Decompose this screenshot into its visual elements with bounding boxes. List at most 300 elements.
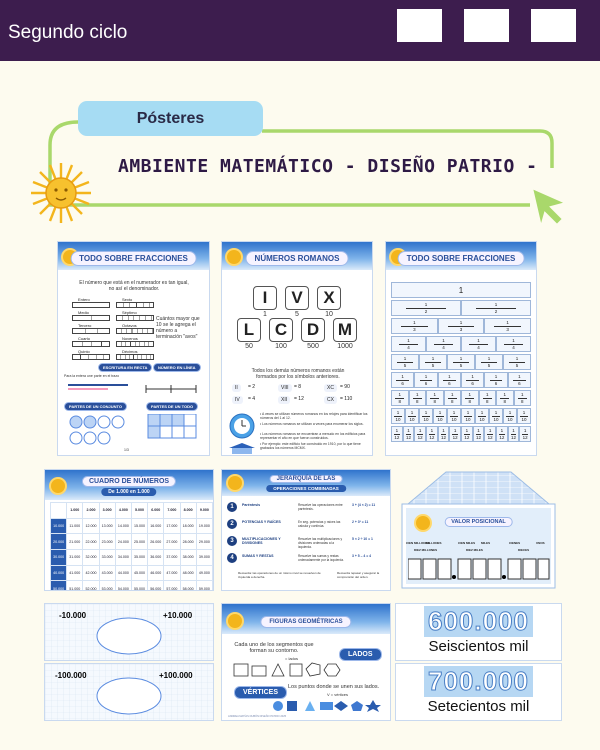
fraction-numerator: 1 [509, 356, 525, 363]
poster-700000[interactable] [396, 664, 561, 720]
table-cell: 9.000 [196, 503, 212, 519]
fraction-denominator: 3 [506, 327, 509, 332]
fraction-denominator: 10 [507, 417, 513, 422]
fraction-cell [503, 408, 517, 424]
place-value-label: MILES [481, 541, 491, 545]
fraction-cell [503, 354, 531, 370]
section-label: ESCRITURA EN RECTA [98, 363, 152, 372]
fraction-cell [461, 426, 473, 442]
table-cell: 3.000 [99, 503, 115, 519]
fraction-denominator: 8 [415, 399, 419, 404]
roman-example: = 8 [294, 384, 302, 390]
fraction-cell [496, 390, 514, 406]
fraction-denominator: 3 [413, 327, 416, 332]
table-cell: 29.000 [196, 534, 212, 550]
jerarquia-tip: Recuerda repasar y asegurar la comprensión del orden. [337, 571, 380, 579]
fraction-cell [473, 426, 485, 442]
table-cell: 45.000 [131, 565, 147, 581]
shapes-filled [272, 699, 387, 713]
step-name: SUMAS Y RESTAS [242, 554, 274, 558]
fraction-denominator: 6 [494, 381, 498, 386]
lados-text: Cada uno de los segmentos que forman su contorno. [234, 642, 314, 654]
fraction-numerator: 1 [401, 320, 428, 327]
fraction-denominator: 5 [403, 363, 407, 368]
fraction-denominator: 8 [520, 399, 524, 404]
fraction-numerator: 1 [430, 392, 439, 399]
table-header-row [51, 503, 213, 519]
fraction-denominator: 12 [475, 435, 481, 440]
fraction-word: Medio [78, 310, 89, 315]
table-row [51, 518, 213, 534]
fraction-numerator: 1 [443, 374, 456, 381]
table-cell: 0 [51, 503, 67, 519]
table-cell: 34.000 [115, 550, 131, 566]
fraction-word: Séptimo [122, 310, 137, 315]
table-row [51, 534, 213, 550]
table-cell: 44.000 [115, 565, 131, 581]
roman-letter: C [269, 318, 293, 342]
fraction-denominator: 12 [405, 435, 411, 440]
roman-letter: V [285, 286, 309, 310]
table-row [51, 581, 213, 590]
table-cell: 25.000 [131, 534, 147, 550]
table-cell: 59.000 [196, 581, 212, 590]
fraction-numerator: 1 [477, 428, 480, 433]
fraction-cell [409, 390, 427, 406]
sun-icon [228, 614, 242, 628]
table-cell: 50.000 [51, 581, 67, 590]
poster-fracciones-2[interactable] [386, 242, 536, 455]
table-cell: 49.000 [196, 565, 212, 581]
roman-example: II [232, 384, 241, 392]
fraction-denominator: 5 [515, 363, 519, 368]
fraction-numerator: 1 [466, 374, 479, 381]
fraction-numerator: 1 [453, 428, 457, 433]
roman-caption: Todos los demás números romanos están formados por los símbolos anteriores. [251, 368, 345, 380]
fraction-cell [496, 426, 508, 442]
fraction-denominator: 10 [451, 417, 457, 422]
fraction-numerator: 1 [448, 320, 475, 327]
roman-symbol [250, 286, 280, 318]
fraction-numerator: 1 [520, 410, 527, 417]
table-row [51, 565, 213, 581]
lados-label: LADOS [339, 648, 382, 661]
roman-value: 50 [245, 343, 253, 350]
table-cell: 43.000 [99, 565, 115, 581]
table-cell: 23.000 [99, 534, 115, 550]
table-cell: 1.000 [67, 503, 83, 519]
table-cell: 35.000 [131, 550, 147, 566]
fraction-cell [419, 408, 433, 424]
fraction-cell [489, 408, 503, 424]
place-value-label: CIENES [509, 541, 521, 545]
place-value-label: DIEZ MILES [466, 548, 483, 552]
building-icon [229, 443, 255, 455]
fraction-denominator: 12 [440, 435, 446, 440]
poster-subtitle: OPERACIONES COMBINADAS [266, 485, 346, 492]
poster-600000[interactable] [396, 604, 561, 660]
vertices-text: Los puntos donde se unen sus lados. [288, 684, 380, 690]
table-cell: 11.000 [67, 518, 83, 534]
fraction-denominator: 4 [407, 345, 410, 350]
roman-example: = 90 [340, 384, 350, 390]
poster-figuras-geometricas[interactable] [222, 604, 390, 720]
table-cell: 48.000 [180, 565, 196, 581]
fraction-denominator: 10 [409, 417, 415, 422]
table-cell: 22.000 [83, 534, 99, 550]
roman-rule: • Los números romanos se encuentran a menudo en los edificios para representar el año en que fueron construidos. [260, 432, 366, 440]
section-label: PARTES DE UN TODO [146, 402, 198, 411]
place-value-label: UNOS [536, 541, 545, 545]
fraction-cell [461, 372, 484, 388]
roman-example: = 4 [248, 396, 256, 402]
fraction-cell [405, 408, 419, 424]
cursor-icon [532, 188, 566, 227]
table-cell: 38.000 [180, 550, 196, 566]
lados-note: = lados [285, 656, 299, 661]
fraction-cell [519, 426, 531, 442]
roman-symbol [298, 318, 328, 350]
fraction-numerator: 1 [483, 392, 492, 399]
roman-letter: X [317, 286, 341, 310]
roman-example: IV [232, 396, 243, 404]
poster-title: TODO SOBRE FRACCIONES [70, 251, 197, 266]
fraction-denominator: 4 [477, 345, 480, 350]
clock-icon [228, 412, 256, 440]
fraction-cell [391, 408, 405, 424]
fraction-cell [426, 390, 444, 406]
fraction-denominator: 12 [417, 435, 423, 440]
fraction-denominator: 2 [494, 309, 498, 314]
range-left: -100.000 [55, 671, 87, 680]
table-cell: 42.000 [83, 565, 99, 581]
fraction-denominator: 12 [429, 435, 435, 440]
fraction-cell [391, 390, 409, 406]
fraction-cell [403, 426, 415, 442]
table-cell: 12.000 [83, 518, 99, 534]
poster-title: NÚMEROS ROMANOS [246, 251, 349, 266]
table-cell: 40.000 [51, 565, 67, 581]
place-value-label: MILLONES [426, 541, 442, 545]
fraction-word: Entero [78, 297, 90, 302]
table-cell: 31.000 [67, 550, 83, 566]
roman-example: = 12 [294, 396, 304, 402]
fraction-numerator: 1 [469, 338, 489, 345]
fraction-cell [391, 300, 461, 316]
fraction-cell [461, 336, 496, 352]
roman-example: = 110 [340, 396, 353, 402]
sun-icon [228, 476, 242, 490]
fraction-denominator: 10 [493, 417, 499, 422]
table-row [51, 550, 213, 566]
roman-letter: M [333, 318, 357, 342]
place-value-boxes [408, 557, 550, 583]
fraction-cell [475, 408, 489, 424]
fraction-cell [461, 390, 479, 406]
sun-icon [227, 250, 241, 264]
range-right: +100.000 [159, 671, 193, 680]
fraction-denominator: 8 [398, 399, 401, 404]
poster-title: TODO SOBRE FRACCIONES [398, 251, 525, 266]
table-cell: 7.000 [164, 503, 180, 519]
poster-jerarquia[interactable] [222, 470, 390, 590]
table-cell: 18.000 [180, 518, 196, 534]
fraction-shapes [64, 414, 204, 448]
fraction-denominator: 6 [448, 381, 451, 386]
roman-letter: D [301, 318, 325, 342]
step-name: Paréntesis [242, 503, 261, 507]
number-line [66, 379, 201, 399]
fraction-numerator: 1 [494, 320, 521, 327]
roman-example: CX [324, 396, 337, 404]
number-600000: 600.000 [424, 606, 533, 637]
fraction-numerator: 1 [394, 410, 401, 417]
fraction-cell [484, 318, 531, 334]
roman-value: 1 [263, 311, 267, 318]
table-cell: 58.000 [180, 581, 196, 590]
place-value-label: CIEN MILLONES [406, 541, 430, 545]
fraction-numerator: 1 [406, 302, 447, 309]
word-600000: Seiscientos mil [428, 638, 529, 655]
fraction-numerator: 1 [490, 374, 503, 381]
fraction-denominator: 5 [431, 363, 435, 368]
section-label: NÚMERO EN LÍNEA [153, 363, 201, 372]
step-example: 3 + 5 – 4 = 4 [352, 554, 372, 558]
fraction-word: Quinto [78, 349, 90, 354]
step-description: Resuelve las multiplicaciones y divisiones ordenadas a la izquierda. [298, 537, 343, 549]
table-cell: 8.000 [180, 503, 196, 519]
roman-example: VIII [278, 384, 292, 392]
table-cell: 19.000 [196, 518, 212, 534]
table-cell: 2.000 [83, 503, 99, 519]
jerarquia-note: Recuerda: las operaciones de un mismo nivel se resuelven de izquierda a derecha. [238, 571, 321, 579]
roman-value: 100 [275, 343, 287, 350]
poster-title: JERARQUÍA DE LAS [270, 475, 343, 483]
fraction-cell [391, 426, 403, 442]
fraction-numerator: 1 [465, 392, 474, 399]
fraction-cell [517, 408, 531, 424]
fraction-numerator: 1 [478, 410, 485, 417]
roman-value: 10 [325, 311, 333, 318]
poster-title: VALOR POSICIONAL [444, 517, 513, 527]
table-cell: 32.000 [83, 550, 99, 566]
fraction-bar [116, 341, 154, 347]
table-cell: 39.000 [196, 550, 212, 566]
fraction-cell [419, 354, 447, 370]
fraction-numerator: 1 [453, 356, 469, 363]
fraction-cell [433, 408, 447, 424]
poster-title: CUADRO DE NÚMEROS [82, 476, 176, 487]
fraction-numerator: 1 [418, 428, 422, 433]
table-cell: 27.000 [164, 534, 180, 550]
fraction-numerator: 1 [464, 410, 471, 417]
fraction-cell [426, 336, 461, 352]
vertices-note: V = vértices [327, 692, 349, 697]
fraction-numerator: 1 [492, 410, 499, 417]
poster-intro: El número que está en el numerador es tan igual, no así el denominador. [79, 280, 189, 292]
roman-rule: • Por ejemplo: este edificio fue construido en 1910, por lo que tiene grabados los números MCMX. [260, 442, 361, 450]
fraction-numerator: 1 [523, 428, 527, 433]
fraction-cell [449, 426, 461, 442]
number-700000: 700.000 [424, 666, 533, 697]
line-text: Para la entera une parte en el trazo [64, 374, 120, 378]
table-cell: 56.000 [148, 581, 164, 590]
roman-value: 1000 [337, 343, 353, 350]
sun-icon [30, 162, 92, 224]
place-value-label: CIEN MILES [458, 541, 476, 545]
fraction-bar [116, 328, 154, 334]
poster-fracciones-1[interactable] [58, 242, 209, 455]
fraction-numerator: 1 [450, 410, 457, 417]
fraction-cell [414, 426, 426, 442]
fraction-numerator: 1 [395, 392, 404, 399]
table-cell: 16.000 [148, 518, 164, 534]
table-cell: 21.000 [67, 534, 83, 550]
table-cell: 14.000 [115, 518, 131, 534]
fraction-word: Tercero [78, 323, 92, 328]
roman-symbol [330, 318, 360, 350]
fraction-word: Décimos [122, 349, 138, 354]
sun-icon [416, 516, 430, 530]
fraction-denominator: 12 [487, 435, 493, 440]
roman-letter: L [237, 318, 261, 342]
fraction-denominator: 10 [479, 417, 485, 422]
table-cell: 57.000 [164, 581, 180, 590]
page-title: Segundo ciclo [8, 22, 128, 43]
fraction-denominator: 10 [423, 417, 429, 422]
fraction-numerator: 1 [430, 428, 434, 433]
roman-example: XC [324, 384, 337, 392]
fraction-denominator: 2 [424, 309, 428, 314]
fraction-denominator: 3 [459, 327, 463, 332]
poster-note: Cuántos mayor que 10 se le agrega el número a terminación "avos" [156, 316, 200, 340]
fraction-cell: 1 [391, 282, 531, 298]
poster-recta-100000[interactable] [45, 664, 213, 720]
table-cell: 33.000 [99, 550, 115, 566]
fraction-cell [496, 336, 531, 352]
fraction-cell [444, 390, 462, 406]
fraction-bar [72, 302, 110, 308]
fraction-numerator: 1 [420, 374, 433, 381]
fraction-cell [426, 426, 438, 442]
range-left: -10.000 [59, 611, 87, 620]
place-value-label: DIEZ MILLONES [414, 548, 438, 552]
fraction-bar [116, 315, 154, 321]
fraction-numerator: 1 [500, 428, 504, 433]
table-cell: 37.000 [164, 550, 180, 566]
fraction-cell [479, 390, 497, 406]
fraction-cell [461, 300, 531, 316]
fraction-numerator: 1 [434, 338, 454, 345]
fraction-numerator: 1 [399, 338, 419, 345]
poster-numeros-romanos[interactable] [222, 242, 372, 455]
fraction-numerator: 1 [422, 410, 429, 417]
fraction-bar [72, 341, 110, 347]
table-cell: 15.000 [131, 518, 147, 534]
roman-symbol [282, 286, 312, 318]
fraction-numerator: 1 [397, 356, 413, 363]
fraction-denominator: 6 [401, 381, 404, 386]
fraction-numerator: 1 [476, 302, 517, 309]
fraction-denominator: 6 [471, 381, 474, 386]
poster-valor-posicional[interactable] [396, 470, 561, 590]
table-cell: 41.000 [67, 565, 83, 581]
step-description: Resuelve las operaciones entre paréntesis. [298, 503, 343, 511]
table-cell: 26.000 [148, 534, 164, 550]
fraction-denominator: 4 [442, 345, 445, 350]
fraction-numerator: 1 [448, 392, 457, 399]
fraction-denominator: 12 [452, 435, 458, 440]
fraction-denominator: 5 [487, 363, 491, 368]
fraction-cell [391, 354, 419, 370]
fraction-cell [438, 318, 485, 334]
fraction-cell [461, 408, 475, 424]
step-description: En seg. potencias y raíces las calcula y continúa. [298, 520, 341, 528]
fraction-denominator: 8 [503, 399, 506, 404]
fraction-denominator: 10 [395, 417, 401, 422]
section-label: PARTES DE UN CONJUNTO [64, 402, 127, 411]
fraction-cell [414, 372, 437, 388]
table-cell: 28.000 [180, 534, 196, 550]
table-cell: 24.000 [115, 534, 131, 550]
step-number: 3 [227, 536, 237, 546]
fraction-numerator: 1 [396, 374, 409, 381]
fraction-denominator: 12 [510, 435, 516, 440]
fraction-numerator: 1 [408, 410, 415, 417]
range-right: +10.000 [163, 611, 193, 620]
fraction-cell [438, 426, 450, 442]
poster-cuadro-numeros[interactable] [45, 470, 213, 590]
fraction-numerator: 1 [395, 428, 399, 433]
table-cell: 17.000 [164, 518, 180, 534]
fraction-bar [116, 354, 154, 360]
fraction-numerator: 1 [512, 428, 515, 433]
table-cell: 6.000 [148, 503, 164, 519]
roman-letter: I [253, 286, 277, 310]
fraction-denominator: 12 [522, 435, 528, 440]
fraction-numerator: 1 [442, 428, 445, 433]
step-number: 4 [227, 553, 237, 563]
place-value-label: DIECES [518, 548, 530, 552]
roman-rule: • A veces se utilizan números romanos en los relojes para identificar los números del 1 al 12. [260, 412, 368, 420]
fraction-denominator: 12 [394, 435, 400, 440]
tab-posters[interactable]: Pósteres [78, 101, 263, 136]
table-cell: 52.000 [83, 581, 99, 590]
fraction-cell [447, 354, 475, 370]
table-cell: 10.000 [51, 518, 67, 534]
fraction-numerator: 1 [413, 392, 422, 399]
step-name: POTENCIAS Y RAÍCES [242, 520, 281, 524]
word-700000: Setecientos mil [427, 698, 530, 715]
roman-example: = 2 [248, 384, 256, 390]
fraction-denominator: 6 [518, 381, 521, 386]
fraction-cell [484, 426, 496, 442]
table-cell: 47.000 [164, 565, 180, 581]
table-cell: 54.000 [115, 581, 131, 590]
fraction-bar [72, 354, 110, 360]
fraction-denominator: 10 [465, 417, 471, 422]
step-example: 5 × 2 ÷ 10 = 1 [352, 537, 373, 541]
fraction-denominator: 12 [499, 435, 505, 440]
roman-symbol [266, 318, 296, 350]
fraction-denominator: 6 [424, 381, 428, 386]
fraction-denominator: 8 [468, 399, 471, 404]
poster-recta-10000[interactable] [45, 604, 213, 660]
fraction-numerator: 1 [504, 338, 524, 345]
table-cell: 30.000 [51, 550, 67, 566]
shapes-outline [232, 660, 342, 680]
table-cell: 53.000 [99, 581, 115, 590]
